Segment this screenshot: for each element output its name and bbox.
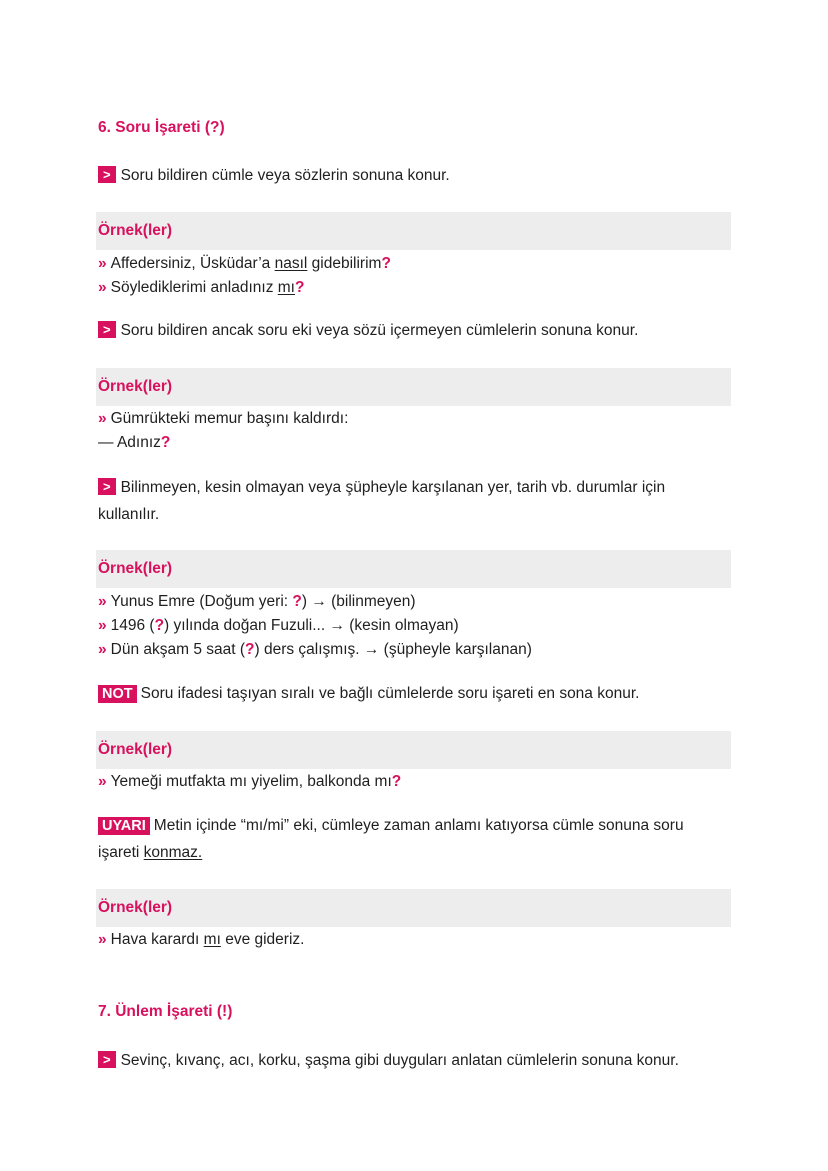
- example-header: Örnek(ler): [96, 212, 731, 250]
- section-6-title: 6. Soru İşareti (?): [98, 119, 225, 136]
- section-7-title: 7. Ünlem İşareti (!): [98, 1003, 233, 1020]
- note-badge: NOT: [98, 685, 137, 703]
- example-item: [98, 409, 348, 429]
- example-item: [98, 433, 170, 453]
- rule-7-1: [98, 1051, 679, 1071]
- rule-1-text: Soru bildiren cümle veya sözlerin sonuna konur.: [120, 167, 450, 184]
- bullet-icon: »: [98, 931, 107, 948]
- example-header: Örnek(ler): [96, 368, 731, 406]
- warning-text: Metin içinde “mı/mi” eki, cümleye zaman anlamı katıyorsa cümle sonuna soru işareti: [98, 817, 684, 861]
- underlined-word: nasıl: [274, 255, 308, 272]
- bullet-icon: »: [98, 279, 107, 296]
- example-text: Gümrükteki memur başını kaldırdı:: [110, 410, 349, 427]
- arrow-marker-icon: >: [98, 1051, 116, 1068]
- bullet-icon: »: [98, 641, 107, 658]
- example-text: Yemeği mutfakta mı yiyelim, balkonda mı: [110, 773, 392, 790]
- question-mark: ?: [391, 773, 402, 790]
- example-text: gidebilirim: [307, 255, 382, 272]
- example-text: ) ders çalışmış. → (şüpheyle karşılanan): [254, 641, 532, 658]
- example-text: Yunus Emre (Doğum yeri:: [110, 593, 293, 610]
- example-header: Örnek(ler): [96, 550, 731, 588]
- example-item: [98, 640, 532, 660]
- example-text: 1496 (: [110, 617, 155, 634]
- arrow-marker-icon: >: [98, 166, 116, 183]
- example-item: [98, 278, 304, 298]
- rule-1: [98, 166, 450, 186]
- example-item: [98, 254, 391, 274]
- question-mark: ?: [292, 593, 302, 610]
- example-text: ) yılında doğan Fuzuli... → (kesin olmayan): [164, 617, 459, 634]
- example-text: Dün akşam 5 saat (: [110, 641, 246, 658]
- arrow-marker-icon: >: [98, 478, 116, 495]
- rule-3: [98, 474, 728, 528]
- example-text: — Adınız: [98, 434, 161, 451]
- underlined-word: mı: [277, 279, 295, 296]
- question-mark: ?: [154, 617, 165, 634]
- example-item: [98, 616, 459, 636]
- example-header: Örnek(ler): [96, 889, 731, 927]
- warning-badge: UYARI: [98, 817, 150, 835]
- question-mark: ?: [381, 255, 391, 272]
- note-text: Soru ifadesi taşıyan sıralı ve bağlı cümlelerde soru işareti en sona konur.: [140, 685, 640, 702]
- bullet-icon: »: [98, 773, 107, 790]
- bullet-icon: »: [98, 593, 107, 610]
- rule-7-1-text: Sevinç, kıvanç, acı, korku, şaşma gibi duyguları anlatan cümlelerin sonuna konur.: [120, 1052, 679, 1069]
- bullet-icon: »: [98, 255, 107, 272]
- example-header: Örnek(ler): [96, 731, 731, 769]
- bullet-icon: »: [98, 410, 107, 427]
- bullet-icon: »: [98, 617, 107, 634]
- question-mark: ?: [160, 434, 171, 451]
- example-text: eve gideriz.: [220, 931, 305, 948]
- question-mark: ?: [294, 279, 305, 296]
- underlined-word: konmaz.: [143, 844, 203, 861]
- example-text: ) → (bilinmeyen): [301, 593, 416, 610]
- example-text: Affedersiniz, Üsküdar’a: [110, 255, 275, 272]
- rule-2-text: Soru bildiren ancak soru eki veya sözü içermeyen cümlelerin sonuna konur.: [120, 322, 639, 339]
- example-item: [98, 930, 304, 950]
- question-mark: ?: [245, 641, 255, 658]
- example-text: Hava karardı: [110, 931, 204, 948]
- warning-block: [98, 812, 728, 866]
- underlined-word: mı: [203, 931, 221, 948]
- example-item: [98, 592, 416, 612]
- note-block: [98, 684, 639, 704]
- rule-2: [98, 321, 638, 341]
- example-text: Söylediklerimi anladınız: [110, 279, 278, 296]
- example-item: [98, 772, 401, 792]
- arrow-marker-icon: >: [98, 321, 116, 338]
- rule-3-text: Bilinmeyen, kesin olmayan veya şüpheyle karşılanan yer, tarih vb. durumlar için kullanılır.: [98, 479, 666, 523]
